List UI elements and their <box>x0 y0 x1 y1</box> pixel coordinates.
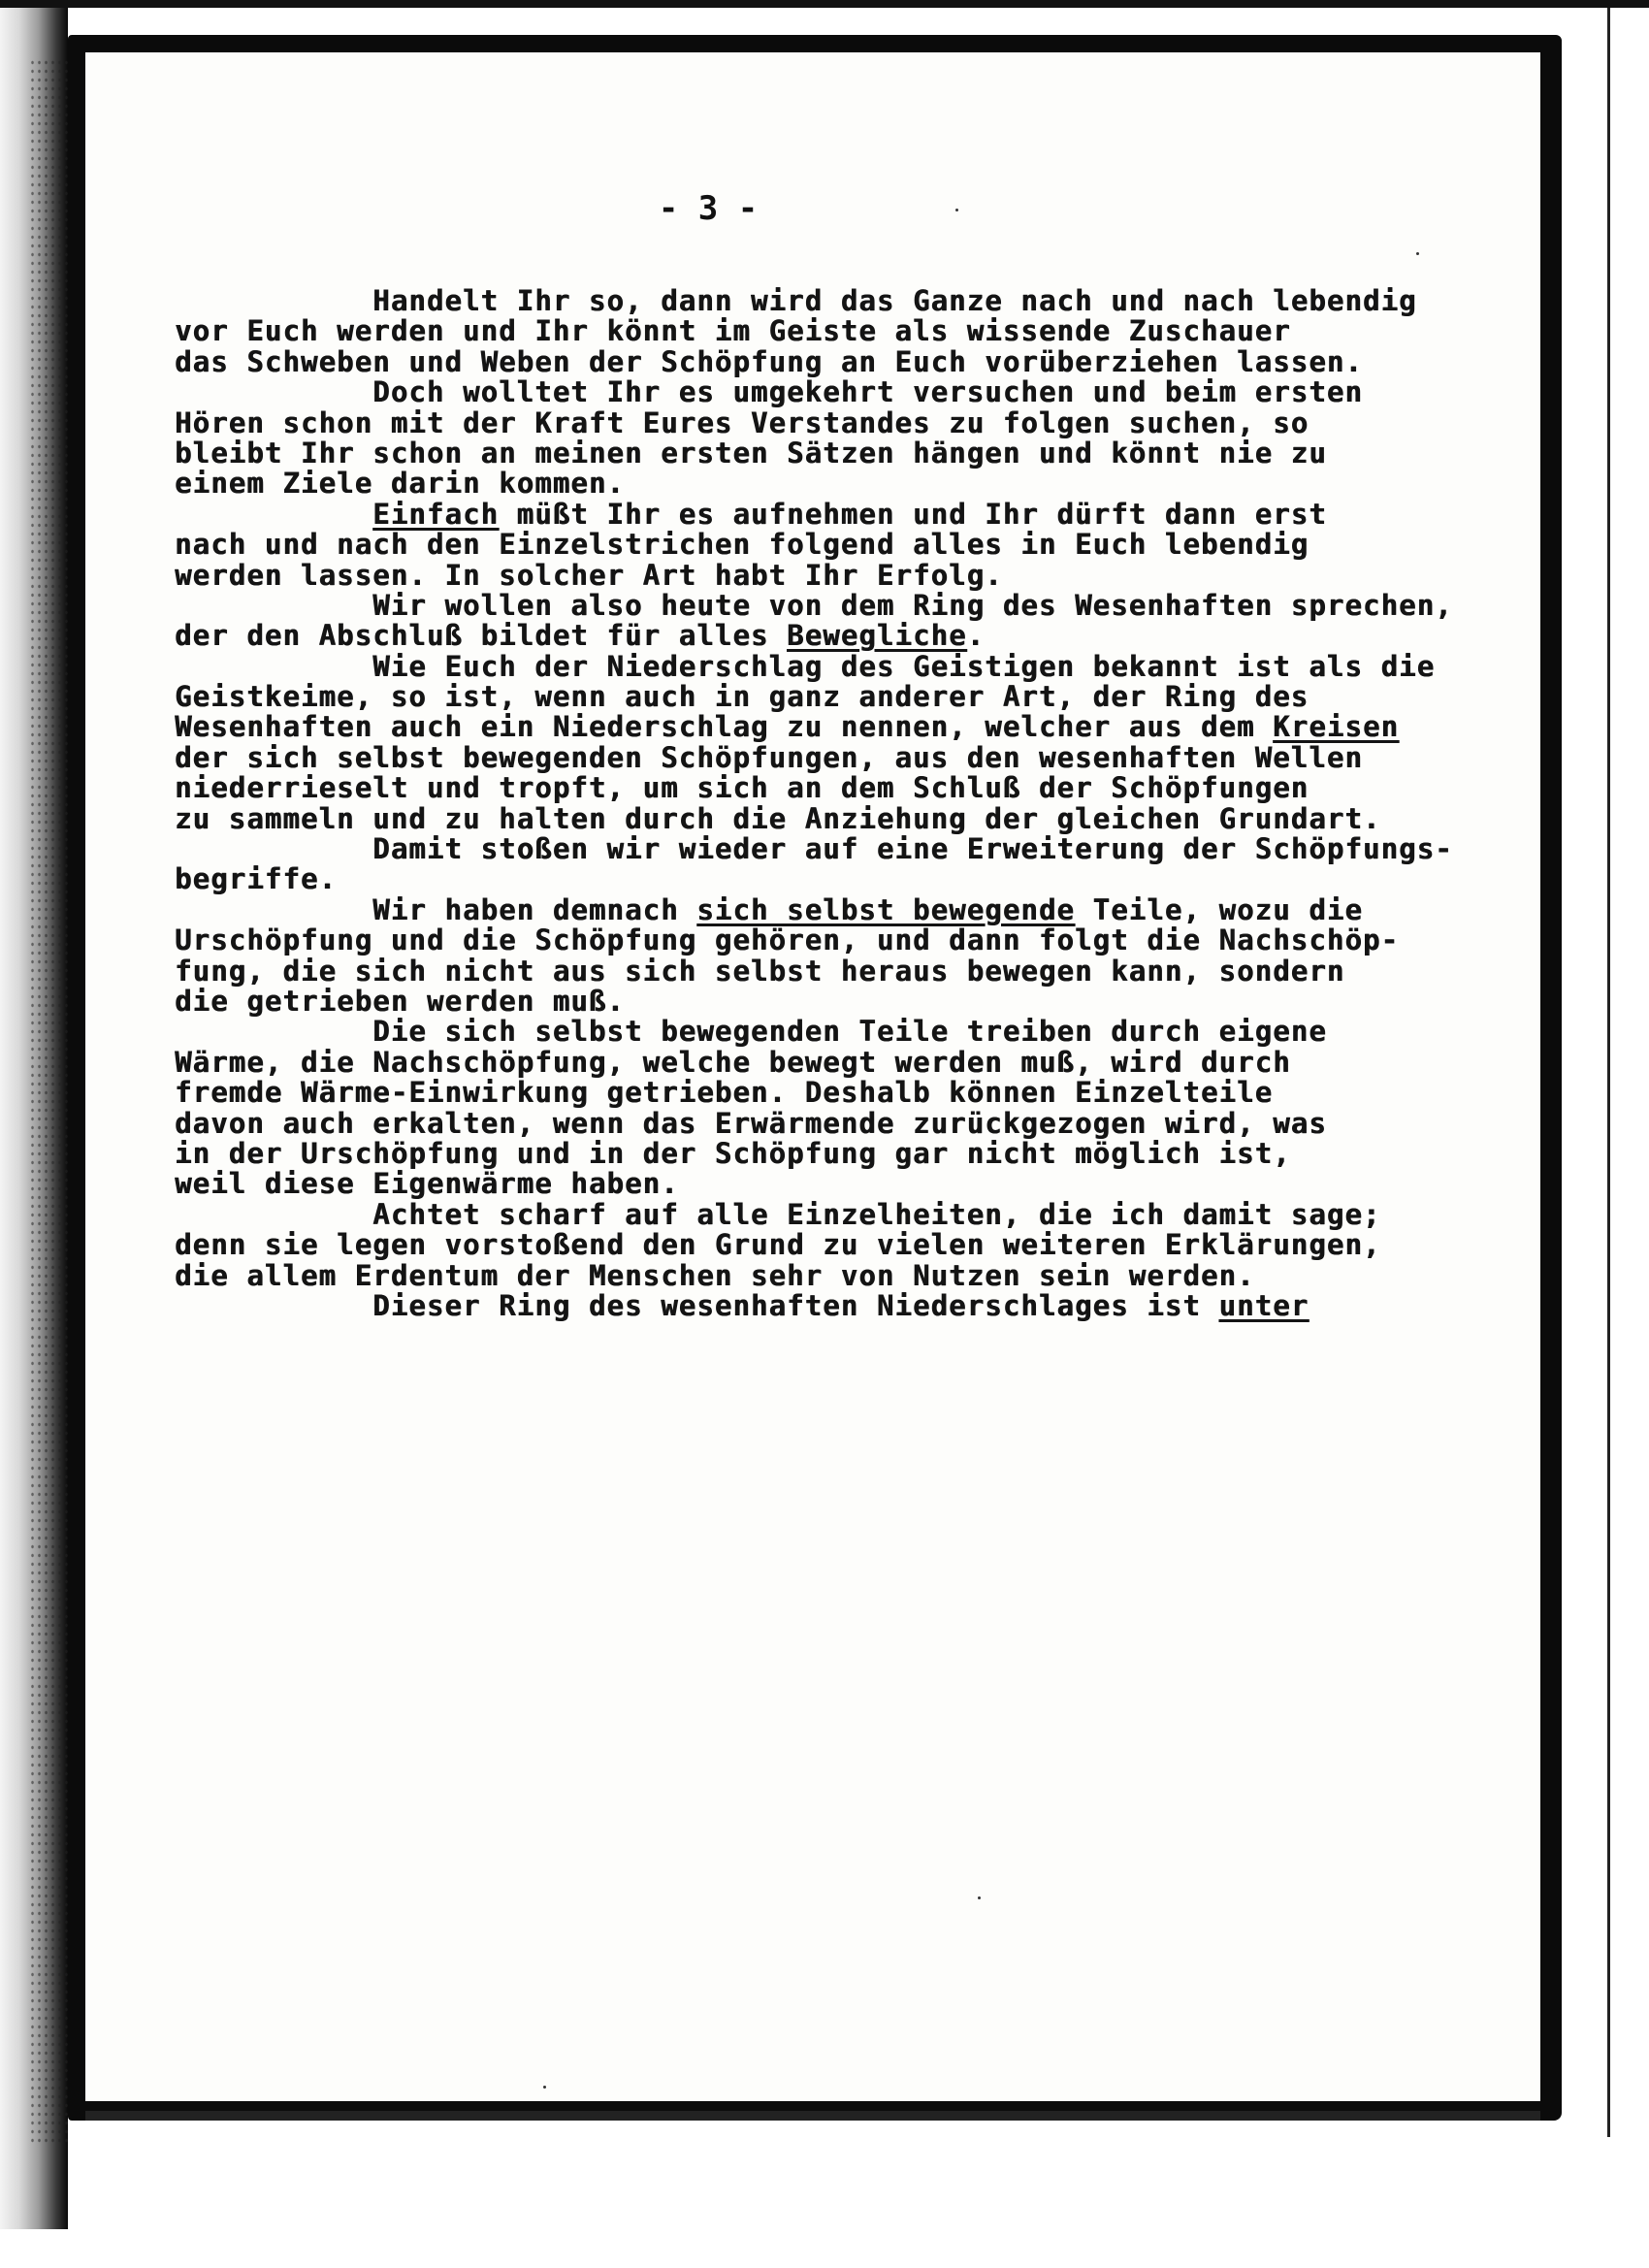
body-text <box>175 286 1474 1321</box>
line-text: Handelt Ihr so, dann wird das Ganze nach und nach lebendig <box>372 284 1417 317</box>
line-rest: . <box>966 619 986 653</box>
line-text: Die sich selbst bewegenden Teile treiben durch eigene <box>372 1015 1327 1049</box>
underlined-word: Einfach <box>372 497 500 531</box>
text-line <box>175 801 1474 835</box>
text-line <box>175 1136 1474 1170</box>
line-text: Dieser Ring des wesenhaften Niederschlages ist <box>372 1288 1219 1322</box>
line-text: Wir wollen also heute von dem Ring des Wesenhaften sprechen, <box>372 588 1453 622</box>
line-text: zu sammeln und zu halten durch die Anziehung der gleichen Grundart. <box>175 801 1381 835</box>
text-line <box>175 1106 1474 1140</box>
line-indent <box>175 893 372 926</box>
text-line <box>175 984 1474 1018</box>
text-line <box>175 286 1474 316</box>
line-text: davon auch erkalten, wenn das Erwärmende zurückgezogen wird, was <box>175 1106 1327 1140</box>
text-line <box>175 621 1474 651</box>
text-line <box>175 712 1474 742</box>
line-text: das Schweben und Weben der Schöpfung an Euch vorüberziehen lassen. <box>175 344 1363 378</box>
line-indent <box>175 1198 372 1231</box>
underlined-word: Bewegliche <box>787 619 967 653</box>
text-line <box>175 344 1474 378</box>
line-text: denn sie legen vorstoßend den Grund zu vielen weiteren Erklärungen, <box>175 1228 1381 1262</box>
line-text: weil diese Eigenwärme haben. <box>175 1167 679 1201</box>
text-line <box>175 1197 1474 1231</box>
line-text: Wir haben demnach <box>372 892 697 926</box>
text-line <box>175 588 1474 622</box>
line-rest: Teile, wozu die <box>1074 892 1363 926</box>
text-line <box>175 377 1474 407</box>
text-line <box>175 316 1474 346</box>
line-text: Geistkeime, so ist, wenn auch in ganz anderer Art, der Ring des <box>175 680 1310 714</box>
underlined-word: Kreisen <box>1273 710 1400 744</box>
text-line <box>175 956 1474 987</box>
line-text: der sich selbst bewegenden Schöpfungen, aus den wesenhaften Wellen <box>175 740 1363 774</box>
text-line <box>175 864 1474 894</box>
line-indent <box>175 832 372 865</box>
line-indent <box>175 284 372 317</box>
line-text: fung, die sich nicht aus sich selbst heraus bewegen kann, sondern <box>175 954 1345 988</box>
line-text: vor Euch werden und Ihr könnt im Geiste als wissende Zuschauer <box>175 314 1291 348</box>
text-line <box>175 1169 1474 1199</box>
text-line <box>175 1230 1474 1260</box>
text-line <box>175 773 1474 803</box>
line-text: Damit stoßen wir wieder auf eine Erweiterung der Schöpfungs- <box>372 832 1453 866</box>
text-line <box>175 1258 1474 1292</box>
text-line <box>175 558 1474 592</box>
line-text: einem Ziele darin kommen. <box>175 467 625 501</box>
underlined-word: sich selbst bewegende <box>696 892 1075 926</box>
page-number: - 3 - <box>658 189 759 228</box>
text-line <box>175 834 1474 864</box>
text-line <box>175 1017 1474 1047</box>
line-indent <box>175 650 372 683</box>
text-line <box>175 438 1474 469</box>
line-text: Hören schon mit der Kraft Eures Verstandes zu folgen suchen, so <box>175 405 1310 439</box>
line-text: begriffe. <box>175 862 338 896</box>
line-text: bleibt Ihr schon an meinen ersten Sätzen hängen und könnt nie zu <box>175 436 1327 470</box>
scan-noise <box>29 58 68 2144</box>
scan-top-edge <box>0 0 1649 8</box>
text-line <box>175 740 1474 774</box>
scan-speck <box>543 2086 546 2089</box>
line-indent <box>175 375 372 408</box>
line-rest: müßt Ihr es aufnehmen und Ihr dürft dann erst <box>499 497 1327 531</box>
text-line <box>175 469 1474 499</box>
line-indent <box>175 498 372 531</box>
text-line <box>175 682 1474 712</box>
line-indent <box>175 1015 372 1048</box>
line-indent <box>175 1289 372 1322</box>
line-text: der den Abschluß bildet für alles <box>175 619 788 653</box>
text-line <box>175 1045 1474 1079</box>
text-line <box>175 649 1474 683</box>
text-line <box>175 1078 1474 1108</box>
line-text: Wesenhaften auch ein Niederschlag zu nennen, welcher aus dem <box>175 710 1274 744</box>
line-text: Wärme, die Nachschöpfung, welche bewegt werden muß, wird durch <box>175 1045 1291 1079</box>
line-indent <box>175 589 372 622</box>
line-text: nach und nach den Einzelstrichen folgend alles in Euch lebendig <box>175 528 1310 562</box>
scan-right-edge <box>1607 8 1610 2137</box>
text-line <box>175 925 1474 956</box>
text-line <box>175 405 1474 439</box>
line-text: die getrieben werden muß. <box>175 984 625 1018</box>
text-line <box>175 892 1474 926</box>
scan-speck <box>978 1896 981 1899</box>
line-text: die allem Erdentum der Menschen sehr von Nutzen sein werden. <box>175 1258 1255 1292</box>
text-line <box>175 1288 1474 1322</box>
line-text: in der Urschöpfung und in der Schöpfung gar nicht möglich ist, <box>175 1136 1291 1170</box>
line-text: niederrieselt und tropft, um sich an dem Schluß der Schöpfungen <box>175 771 1310 805</box>
underlined-word: unter <box>1218 1288 1310 1322</box>
scan-speck <box>955 209 958 211</box>
line-text: Achtet scharf auf alle Einzelheiten, die ich damit sage; <box>372 1197 1381 1231</box>
line-text: Wie Euch der Niederschlag des Geistigen bekannt ist als die <box>372 649 1436 683</box>
line-text: Urschöpfung und die Schöpfung gehören, und dann folgt die Nachschöp- <box>175 923 1400 957</box>
line-text: fremde Wärme-Einwirkung getrieben. Deshalb können Einzelteile <box>175 1076 1274 1110</box>
line-text: Doch wolltet Ihr es umgekehrt versuchen und beim ersten <box>372 375 1363 409</box>
line-text: werden lassen. In solcher Art habt Ihr Erfolg. <box>175 558 1003 592</box>
scan-speck <box>1416 252 1419 255</box>
text-line <box>175 497 1474 531</box>
text-line <box>175 530 1474 560</box>
